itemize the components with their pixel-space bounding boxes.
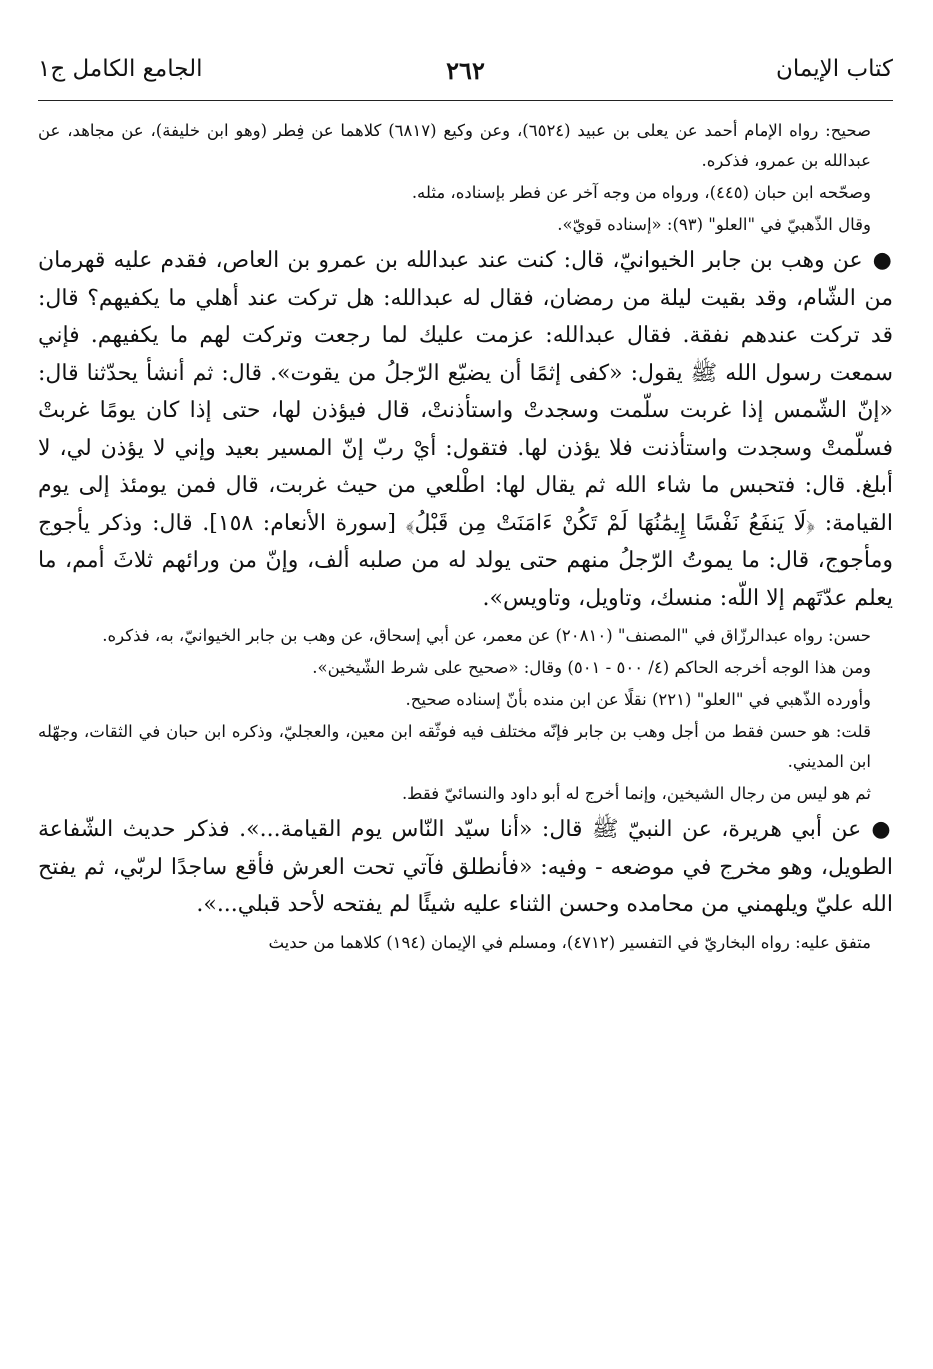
hadith-text: عن وهب بن جابر الخيوانيّ، قال: كنت عند عبدالله بن عمرو بن العاص، فقدم عليه قهرمان من الشّام، وقد بقيت ليلة من رمضان، فقال له عبدالله: هل تركت عند أهلي ما يكفيهم؟ قال: قد تركت عندهم نفقة. فقال عبدالله: عزمت عليك لما رجعت وتركت لهم ما يكفيهم. فإني سمعت رسول الله ﷺ يقول: «كفى إثمًا أن يضيّع الرّجلُ من يقوت». قال: ثم أنشأ يحدّثنا قال: «إنّ الشّمس إذا غربت سلّمت وسجدتْ واستأذنتْ، قال فيؤذن لها، حتى إذا كان يومًا غربتْ فسلّمتْ وسجدت واستأذنت فلا يؤذن لها. فتقول: أيْ ربّ إنّ المسير بعيد وإني لا يؤذن لي، لا أبلغ. قال: فتحبس ما شاء الله ثم يقال لها: اطْلعي من حيث غربت، قال فمن يومئذ إلى يوم القيامة: ﴿لَا يَنفَعُ نَفْسًا إِيمَٰنُهَا لَمْ تَكُنْ ءَامَنَتْ مِن قَبْلُ﴾ [سورة الأنعام: ١٥٨]. قال: وذكر يأجوج ومأجوج، قال: ما يموتُ الرّجلُ منهم حتى يولد له من صلبه ألف، وإنّ من ورائهم ثلاثَ أمم، ما يعلم عدّتَهم إلا اللّه: منسك، وتاويل، وتاويس».: [38, 248, 893, 611]
hadith-paragraph: [38, 811, 893, 924]
takhrij-note: وقال الذّهبيّ في "العلو" (٩٣): «إسناده قويّ».: [557, 215, 871, 234]
takhrij-note: وصحّحه ابن حبان (٤٤٥)، ورواه من وجه آخر عن فطر بإسناده، مثله.: [411, 183, 871, 202]
takhrij-note: ثم هو ليس من رجال الشيخين، وإنما أخرج له أبو داود والنسائيّ فقط.: [401, 784, 871, 803]
book-title: كتاب الإيمان: [776, 56, 893, 82]
takhrij-note: وأورده الذّهبي في "العلو" (٢٢١) نقلًا عن ابن منده بأنّ إسناده صحيح.: [405, 690, 871, 709]
hadith-text: عن أبي هريرة، عن النبيّ ﷺ قال: «أنا سيّد النّاس يوم القيامة...». فذكر حديث الشّفاعة الطويل، وهو مخرج في موضعه - وفيه: «فأنطلق فآتي تحت العرش فأقع ساجدًا لربّي، ثم يفتح الله عليّ ويلهمني من محامده وحسن الثناء عليه شيئًا لم يفتحه لأحد قبلي...».: [38, 817, 893, 917]
header-rule: [38, 100, 893, 101]
volume-title: الجامع الكامل ج١: [38, 56, 203, 82]
bullet-icon: ●: [871, 817, 893, 842]
bullet-icon: ●: [872, 248, 893, 273]
takhrij-note: متفق عليه: رواه البخاريّ في التفسير (٤٧١٢)، ومسلم في الإيمان (١٩٤) كلاهما من حديث: [268, 932, 871, 952]
takhrij-note: صحيح: رواه الإمام أحمد عن يعلى بن عبيد (٦٥٢٤)، وعن وكيع (٦٨١٧) كلاهما عن فِطر (وهو ابن خليفة)، عن مجاهد، عن عبدالله بن عمرو، فذكره.: [38, 121, 871, 170]
page-body: [38, 116, 893, 958]
takhrij-note: قلت: هو حسن فقط من أجل وهب بن جابر فإنّه مختلف فيه فوثّقه ابن معين، والعجليّ، وذكره ابن حبان في الثقات، وجهّله ابن المديني.: [38, 722, 871, 771]
takhrij-note: حسن: رواه عبدالرزّاق في "المصنف" (٢٠٨١٠) عن معمر، عن أبي إسحاق، عن وهب بن جابر الخيوانيّ، به، فذكره.: [102, 626, 871, 645]
takhrij-note: ومن هذا الوجه أخرجه الحاكم (٤/ ٥٠٠ - ٥٠١) وقال: «صحيح على شرط الشّيخين».: [312, 658, 871, 677]
hadith-paragraph: [38, 242, 893, 617]
page-number: ٢٦٢: [446, 56, 485, 85]
page-header: [38, 56, 893, 96]
